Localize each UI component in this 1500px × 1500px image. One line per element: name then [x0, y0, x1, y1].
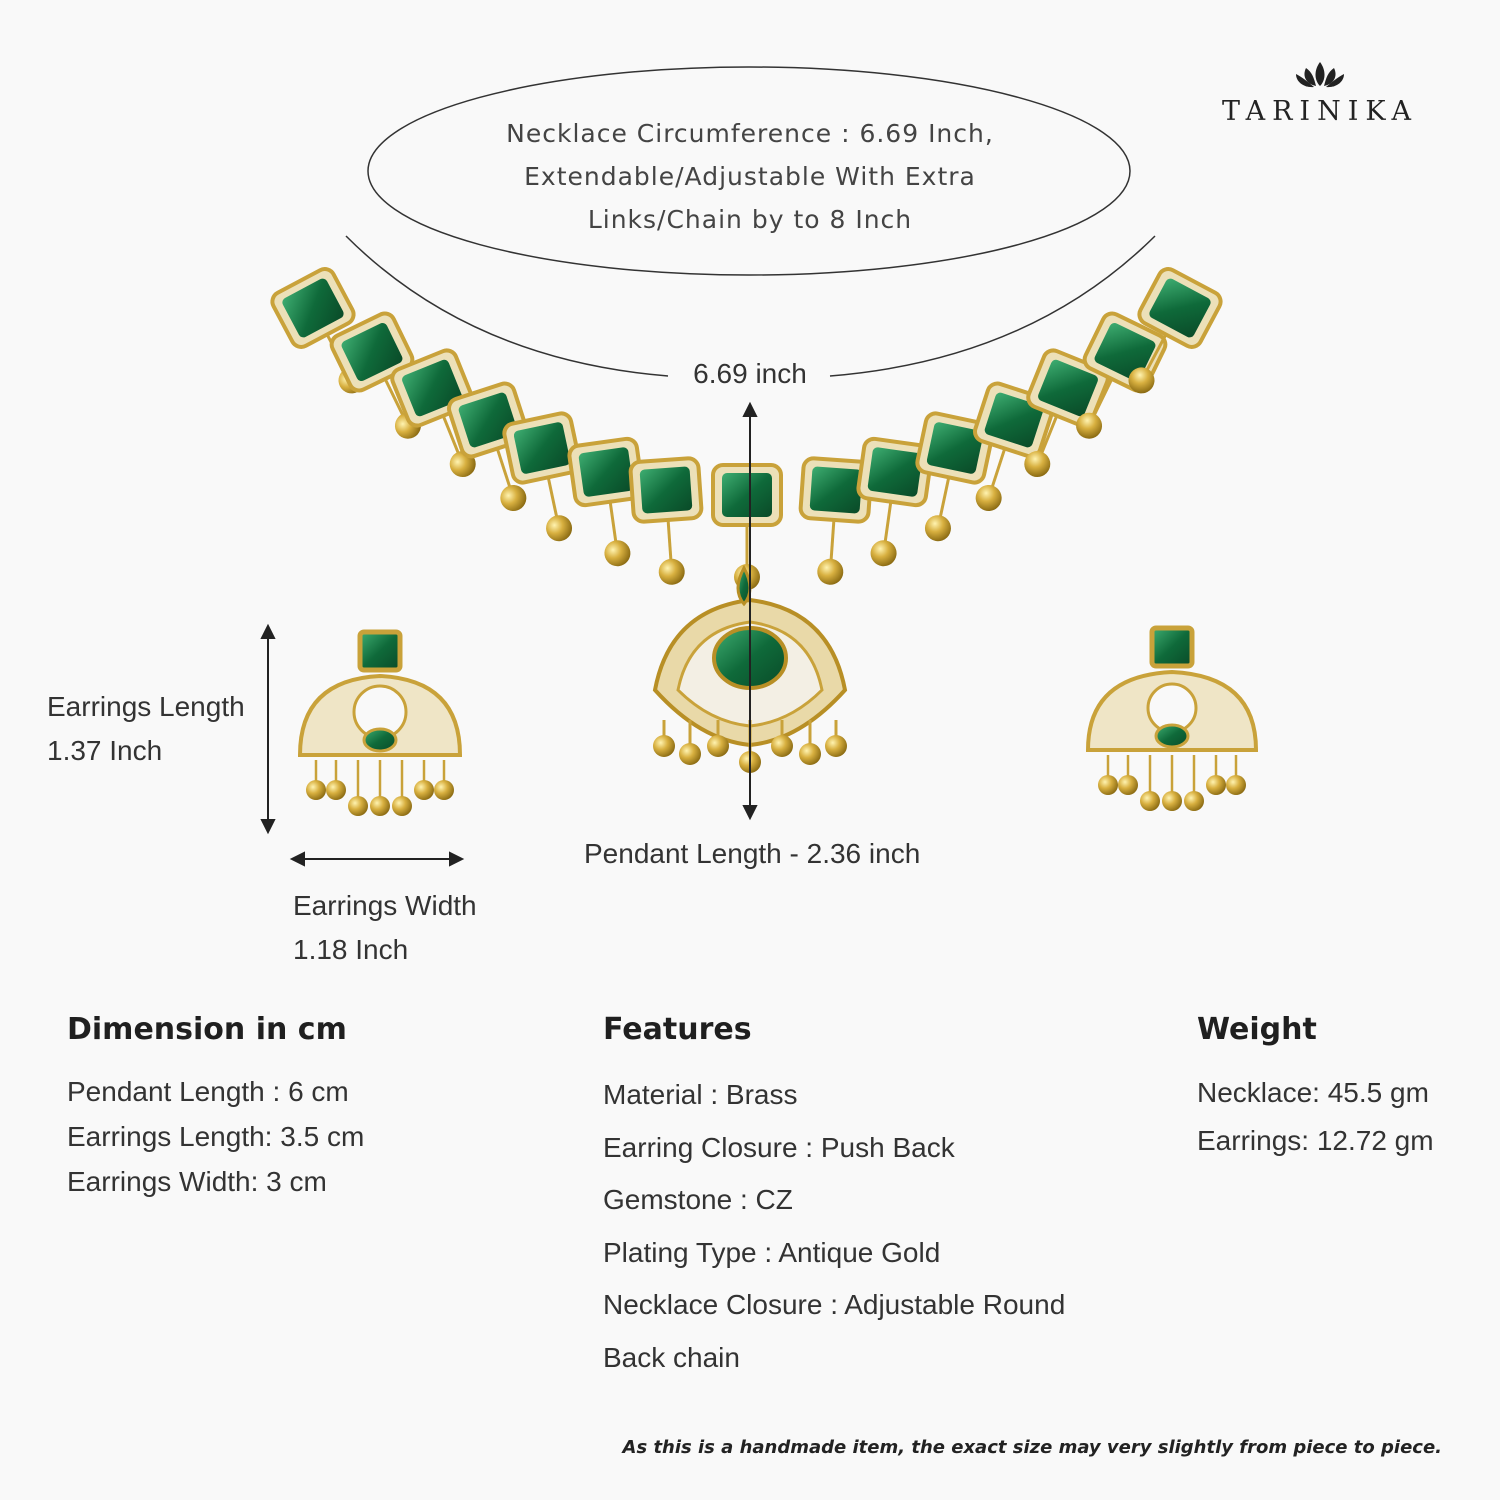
- earring-bead: [348, 796, 368, 816]
- earrings-width-arrow: [292, 853, 462, 865]
- feature-item: Plating Type : Antique Gold: [603, 1236, 941, 1268]
- earrings-length-title: Earrings Length: [47, 691, 245, 722]
- feature-item: Material : Brass: [603, 1079, 798, 1110]
- gold-bead: [658, 558, 686, 586]
- dimension-item: Pendant Length : 6 cm: [67, 1076, 349, 1107]
- dimension-item: Earrings Length: 3.5 cm: [67, 1121, 365, 1152]
- gold-bead: [972, 482, 1005, 515]
- earrings-width-label: [293, 884, 477, 972]
- pendant-bead: [679, 743, 701, 765]
- emerald-stone: [578, 447, 634, 498]
- necklace: [269, 266, 1224, 590]
- emerald-stone: [722, 473, 772, 517]
- drop-wire: [831, 520, 834, 560]
- lotus-icon: [1296, 62, 1344, 87]
- drop-wire: [668, 520, 671, 560]
- drop-wire: [885, 502, 891, 542]
- feature-item: Earring Closure : Push Back: [603, 1131, 955, 1163]
- earring-bead: [1206, 775, 1226, 795]
- gold-bead: [923, 513, 954, 544]
- earring-bead: [1098, 775, 1118, 795]
- weight-item: Earrings: 12.72 gm: [1197, 1125, 1434, 1156]
- earrings-length-arrow: [262, 626, 274, 832]
- earring-left: [300, 632, 460, 816]
- emerald-stone: [640, 466, 693, 513]
- handmade-note: As this is a handmade item, the exact size may very slightly from piece to piece.: [622, 1437, 1442, 1458]
- earrings-length-value: 1.37 Inch: [47, 735, 163, 766]
- brand-name: TARINIKA: [1222, 96, 1418, 127]
- weight-title: Weight: [1197, 1012, 1317, 1047]
- earring-bead: [392, 796, 412, 816]
- feature-item: Gemstone : CZ: [603, 1184, 793, 1215]
- drop-wire: [992, 449, 1004, 487]
- gold-bead: [869, 539, 898, 568]
- earring-bead: [1184, 791, 1204, 811]
- dimension-section: [67, 1012, 364, 1204]
- emerald-stone: [867, 447, 923, 498]
- gold-bead: [497, 482, 530, 515]
- drop-wire: [548, 477, 556, 516]
- necklace-link: [630, 458, 707, 587]
- gold-bead: [603, 539, 632, 568]
- pendant-bead: [825, 735, 847, 757]
- necklace-callout: [440, 112, 1060, 241]
- drop-wire: [940, 477, 948, 516]
- pendant-bead: [771, 735, 793, 757]
- gold-bead: [544, 513, 575, 544]
- earring-right: [1088, 628, 1256, 811]
- pendant-length-label: Pendant Length - 2.36 inch: [584, 838, 921, 869]
- pendant-bead: [799, 743, 821, 765]
- pendant-bead: [653, 735, 675, 757]
- callout-line: Necklace Circumference : 6.69 Inch,: [506, 119, 994, 148]
- gold-bead: [816, 558, 844, 586]
- earring-bead: [434, 780, 454, 800]
- earring-bead: [1226, 775, 1246, 795]
- features-list: [603, 1069, 1065, 1384]
- weight-item: Necklace: 45.5 gm: [1197, 1077, 1429, 1108]
- features-title: Features: [603, 1012, 752, 1047]
- earring-bead: [1118, 775, 1138, 795]
- earring-bead: [1162, 791, 1182, 811]
- earring-bead: [326, 780, 346, 800]
- feature-item: Necklace Closure : Adjustable Round: [603, 1289, 1066, 1320]
- weight-section: [1197, 1012, 1434, 1165]
- earring-bead: [1140, 791, 1160, 811]
- callout-line: Extendable/Adjustable With Extra: [524, 162, 976, 191]
- weight-list: [1197, 1069, 1434, 1165]
- drop-wire: [610, 502, 616, 542]
- dimension-title: Dimension in cm: [67, 1012, 347, 1047]
- features-section: [603, 1012, 1065, 1384]
- earring-bead: [306, 780, 326, 800]
- pendant-bead: [707, 735, 729, 757]
- earring-bead: [414, 780, 434, 800]
- feature-item: Back chain: [603, 1341, 740, 1373]
- earring-bead: [370, 796, 390, 816]
- dimension-item: Earrings Width: 3 cm: [67, 1166, 327, 1197]
- earrings-length-label: [47, 685, 245, 773]
- dimension-list: [67, 1069, 364, 1204]
- earrings-width-title: Earrings Width: [293, 890, 477, 921]
- necklace-width-label: 6.69 inch: [693, 358, 807, 389]
- earrings-width-value: 1.18 Inch: [293, 934, 409, 965]
- emerald-stone: [810, 466, 863, 513]
- callout-line: Links/Chain by to 8 Inch: [587, 205, 913, 234]
